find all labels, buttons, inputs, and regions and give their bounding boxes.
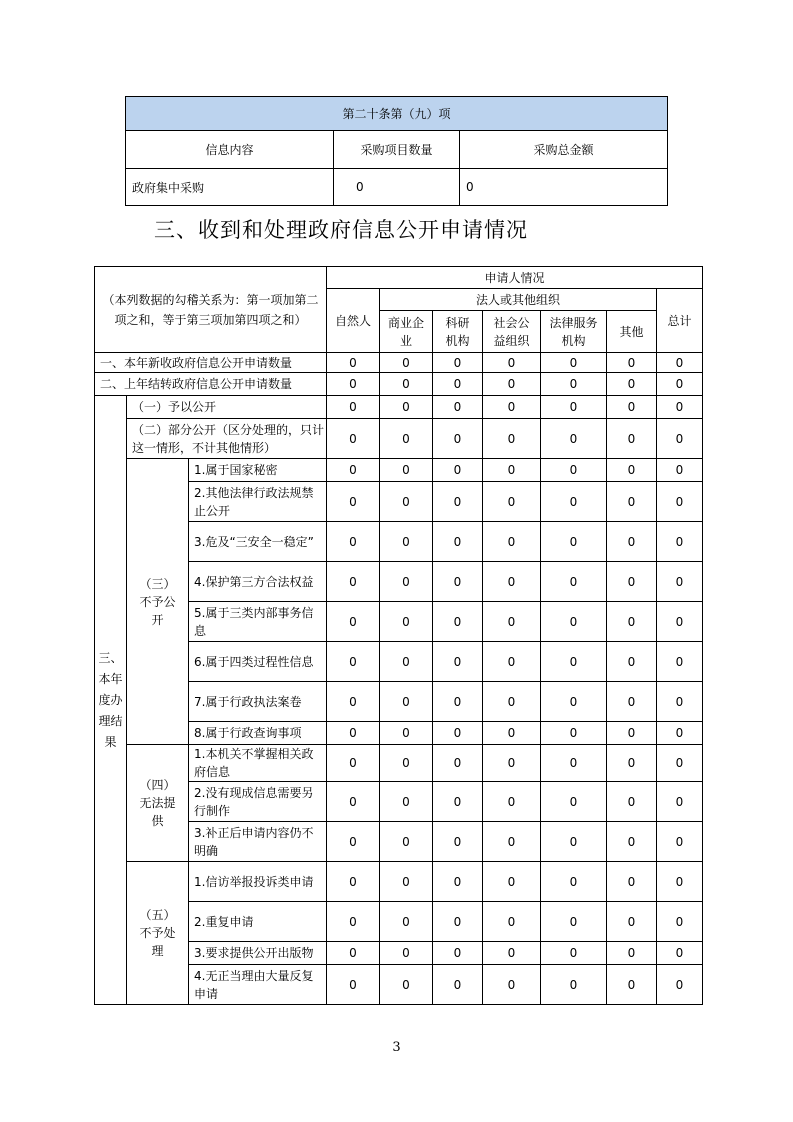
value-cell: 0 bbox=[607, 642, 657, 682]
value-cell: 0 bbox=[380, 722, 433, 745]
value-cell: 0 bbox=[483, 942, 541, 965]
value-cell: 0 bbox=[327, 353, 380, 373]
row-label: 二、上年结转政府信息公开申请数量 bbox=[95, 373, 327, 396]
legal-entity-header: 法人或其他组织 bbox=[380, 289, 657, 311]
value-cell: 0 bbox=[541, 562, 607, 602]
value-cell: 0 bbox=[607, 902, 657, 942]
value-cell: 0 bbox=[483, 459, 541, 482]
value-cell: 0 bbox=[541, 373, 607, 396]
value-cell: 0 bbox=[541, 965, 607, 1005]
value-cell: 0 bbox=[327, 722, 380, 745]
group-label: （三）不予公开 bbox=[127, 459, 189, 745]
value-cell: 0 bbox=[327, 902, 380, 942]
value-cell: 0 bbox=[657, 722, 703, 745]
value-cell: 0 bbox=[541, 782, 607, 822]
value-cell: 0 bbox=[483, 965, 541, 1005]
value-cell: 0 bbox=[433, 682, 483, 722]
value-cell: 0 bbox=[380, 942, 433, 965]
row-label: （二）部分公开（区分处理的，只计这一情形，不计其他情形） bbox=[127, 419, 327, 459]
value-cell: 0 bbox=[433, 396, 483, 419]
value-cell: 0 bbox=[657, 822, 703, 862]
value-cell: 0 bbox=[327, 822, 380, 862]
value-cell: 0 bbox=[541, 682, 607, 722]
value-cell: 0 bbox=[657, 862, 703, 902]
value-cell: 0 bbox=[541, 353, 607, 373]
column-header: 信息内容 bbox=[126, 131, 334, 169]
value-cell: 0 bbox=[483, 522, 541, 562]
row-label: 1.本机关不掌握相关政府信息 bbox=[189, 745, 327, 782]
value-cell: 0 bbox=[483, 419, 541, 459]
value-cell: 0 bbox=[657, 902, 703, 942]
legal-sub-header: 其他 bbox=[607, 311, 657, 353]
value-cell: 0 bbox=[483, 745, 541, 782]
table-row bbox=[95, 353, 703, 373]
value-cell: 0 bbox=[657, 782, 703, 822]
value-cell: 0 bbox=[327, 522, 380, 562]
value-cell: 0 bbox=[541, 642, 607, 682]
value-cell: 0 bbox=[607, 562, 657, 602]
value-cell: 0 bbox=[327, 419, 380, 459]
value-cell: 0 bbox=[483, 562, 541, 602]
value-cell: 0 bbox=[657, 522, 703, 562]
row-label: 7.属于行政执法案卷 bbox=[189, 682, 327, 722]
value-cell: 0 bbox=[657, 459, 703, 482]
applicant-header: 申请人情况 bbox=[327, 267, 703, 289]
value-cell: 0 bbox=[607, 353, 657, 373]
row-label: 3.要求提供公开出版物 bbox=[189, 942, 327, 965]
group-label: （四）无法提供 bbox=[127, 745, 189, 862]
value-cell: 0 bbox=[607, 602, 657, 642]
value-cell: 0 bbox=[433, 862, 483, 902]
row-label: 6.属于四类过程性信息 bbox=[189, 642, 327, 682]
row-label: 1.属于国家秘密 bbox=[189, 459, 327, 482]
value-cell: 0 bbox=[433, 822, 483, 862]
value-cell: 0 bbox=[433, 482, 483, 522]
value-cell: 0 bbox=[327, 942, 380, 965]
value-cell: 0 bbox=[483, 862, 541, 902]
value-cell: 0 bbox=[657, 562, 703, 602]
value-cell: 0 bbox=[433, 745, 483, 782]
value-cell: 0 bbox=[433, 902, 483, 942]
value-cell: 0 bbox=[380, 682, 433, 722]
row-label: 1.信访举报投诉类申请 bbox=[189, 862, 327, 902]
value-cell: 0 bbox=[433, 373, 483, 396]
value-cell: 0 bbox=[657, 942, 703, 965]
row-label: 8.属于行政查询事项 bbox=[189, 722, 327, 745]
value-cell: 0 bbox=[541, 482, 607, 522]
row-label: 一、本年新收政府信息公开申请数量 bbox=[95, 353, 327, 373]
value-cell: 0 bbox=[657, 602, 703, 642]
value-cell: 0 bbox=[541, 822, 607, 862]
value-cell: 0 bbox=[380, 373, 433, 396]
value-cell: 0 bbox=[657, 682, 703, 722]
row-label: 5.属于三类内部事务信息 bbox=[189, 602, 327, 642]
application-stats-table bbox=[94, 266, 703, 1005]
procurement-header: 第二十条第（九）项 bbox=[126, 97, 668, 131]
value-cell: 0 bbox=[433, 522, 483, 562]
value-cell: 0 bbox=[380, 419, 433, 459]
value-cell: 0 bbox=[607, 722, 657, 745]
value-cell: 0 bbox=[483, 373, 541, 396]
value-cell: 0 bbox=[327, 862, 380, 902]
row-label: 4.保护第三方合法权益 bbox=[189, 562, 327, 602]
value-cell: 0 bbox=[380, 482, 433, 522]
legal-sub-header: 社会公益组织 bbox=[483, 311, 541, 353]
row-label: 3.危及“三安全一稳定” bbox=[189, 522, 327, 562]
value-cell: 0 bbox=[607, 522, 657, 562]
value-cell: 0 bbox=[327, 745, 380, 782]
value-cell: 0 bbox=[607, 482, 657, 522]
value-cell: 0 bbox=[380, 745, 433, 782]
value-cell: 0 bbox=[380, 782, 433, 822]
value-cell: 0 bbox=[607, 782, 657, 822]
value-cell: 0 bbox=[541, 396, 607, 419]
value-cell: 0 bbox=[380, 602, 433, 642]
value-cell: 0 bbox=[483, 902, 541, 942]
value-cell: 0 bbox=[607, 459, 657, 482]
value-cell: 0 bbox=[483, 722, 541, 745]
value-cell: 0 bbox=[327, 602, 380, 642]
value-cell: 0 bbox=[483, 482, 541, 522]
row-label: 4.无正当理由大量反复申请 bbox=[189, 965, 327, 1005]
value-cell: 0 bbox=[433, 942, 483, 965]
value-cell: 0 bbox=[327, 482, 380, 522]
value-cell: 0 bbox=[483, 602, 541, 642]
value-cell: 0 bbox=[433, 459, 483, 482]
value-cell: 0 bbox=[433, 642, 483, 682]
value-cell: 0 bbox=[483, 782, 541, 822]
value-cell: 0 bbox=[607, 965, 657, 1005]
value-cell: 0 bbox=[433, 722, 483, 745]
value-cell: 0 bbox=[433, 965, 483, 1005]
value-cell: 0 bbox=[541, 902, 607, 942]
value-cell: 0 bbox=[327, 562, 380, 602]
value-cell: 0 bbox=[380, 522, 433, 562]
value-cell: 0 bbox=[483, 353, 541, 373]
value-cell: 0 bbox=[657, 396, 703, 419]
table-cell: 0 bbox=[334, 169, 460, 206]
value-cell: 0 bbox=[541, 522, 607, 562]
value-cell: 0 bbox=[483, 396, 541, 419]
value-cell: 0 bbox=[541, 722, 607, 745]
value-cell: 0 bbox=[380, 902, 433, 942]
table-row bbox=[95, 459, 703, 482]
row-label: 2.没有现成信息需要另行制作 bbox=[189, 782, 327, 822]
value-cell: 0 bbox=[380, 642, 433, 682]
value-cell: 0 bbox=[327, 682, 380, 722]
value-cell: 0 bbox=[541, 602, 607, 642]
value-cell: 0 bbox=[380, 396, 433, 419]
group-label: （五）不予处理 bbox=[127, 862, 189, 1005]
value-cell: 0 bbox=[607, 862, 657, 902]
value-cell: 0 bbox=[541, 942, 607, 965]
value-cell: 0 bbox=[380, 862, 433, 902]
value-cell: 0 bbox=[541, 862, 607, 902]
value-cell: 0 bbox=[327, 782, 380, 822]
note-cell: （本列数据的勾稽关系为：第一项加第二项之和，等于第三项加第四项之和） bbox=[95, 267, 327, 353]
value-cell: 0 bbox=[380, 965, 433, 1005]
value-cell: 0 bbox=[657, 482, 703, 522]
value-cell: 0 bbox=[541, 745, 607, 782]
value-cell: 0 bbox=[607, 942, 657, 965]
value-cell: 0 bbox=[433, 782, 483, 822]
value-cell: 0 bbox=[433, 353, 483, 373]
table-cell: 政府集中采购 bbox=[126, 169, 334, 206]
procurement-table bbox=[125, 96, 668, 206]
value-cell: 0 bbox=[541, 459, 607, 482]
value-cell: 0 bbox=[327, 373, 380, 396]
table-row bbox=[95, 745, 703, 782]
value-cell: 0 bbox=[327, 965, 380, 1005]
value-cell: 0 bbox=[541, 419, 607, 459]
value-cell: 0 bbox=[657, 745, 703, 782]
table-row bbox=[95, 396, 703, 419]
value-cell: 0 bbox=[607, 745, 657, 782]
legal-sub-header: 科研机构 bbox=[433, 311, 483, 353]
natural-person-header: 自然人 bbox=[327, 289, 380, 353]
table-row bbox=[95, 373, 703, 396]
page-number: 3 bbox=[392, 1040, 401, 1055]
value-cell: 0 bbox=[657, 373, 703, 396]
value-cell: 0 bbox=[607, 373, 657, 396]
value-cell: 0 bbox=[607, 419, 657, 459]
value-cell: 0 bbox=[607, 682, 657, 722]
row-label: 3.补正后申请内容仍不明确 bbox=[189, 822, 327, 862]
value-cell: 0 bbox=[433, 562, 483, 602]
value-cell: 0 bbox=[483, 642, 541, 682]
value-cell: 0 bbox=[607, 822, 657, 862]
section3-label: 三、本年度办理结果 bbox=[95, 396, 127, 1005]
row-label: 2.重复申请 bbox=[189, 902, 327, 942]
value-cell: 0 bbox=[380, 562, 433, 602]
legal-sub-header: 法律服务机构 bbox=[541, 311, 607, 353]
value-cell: 0 bbox=[380, 459, 433, 482]
value-cell: 0 bbox=[380, 822, 433, 862]
value-cell: 0 bbox=[657, 965, 703, 1005]
value-cell: 0 bbox=[657, 419, 703, 459]
value-cell: 0 bbox=[607, 396, 657, 419]
value-cell: 0 bbox=[433, 419, 483, 459]
value-cell: 0 bbox=[483, 682, 541, 722]
column-header: 采购项目数量 bbox=[334, 131, 460, 169]
value-cell: 0 bbox=[657, 353, 703, 373]
column-header: 采购总金额 bbox=[460, 131, 668, 169]
section-title: 三、收到和处理政府信息公开申请情况 bbox=[154, 218, 528, 242]
value-cell: 0 bbox=[657, 642, 703, 682]
row-label: 2.其他法律行政法规禁止公开 bbox=[189, 482, 327, 522]
value-cell: 0 bbox=[327, 459, 380, 482]
value-cell: 0 bbox=[483, 822, 541, 862]
value-cell: 0 bbox=[327, 396, 380, 419]
value-cell: 0 bbox=[327, 642, 380, 682]
value-cell: 0 bbox=[433, 602, 483, 642]
table-row bbox=[95, 862, 703, 902]
table-row bbox=[95, 419, 703, 459]
total-header: 总计 bbox=[657, 289, 703, 353]
row-label: （一）予以公开 bbox=[127, 396, 327, 419]
table-cell: 0 bbox=[460, 169, 668, 206]
legal-sub-header: 商业企业 bbox=[380, 311, 433, 353]
value-cell: 0 bbox=[380, 353, 433, 373]
